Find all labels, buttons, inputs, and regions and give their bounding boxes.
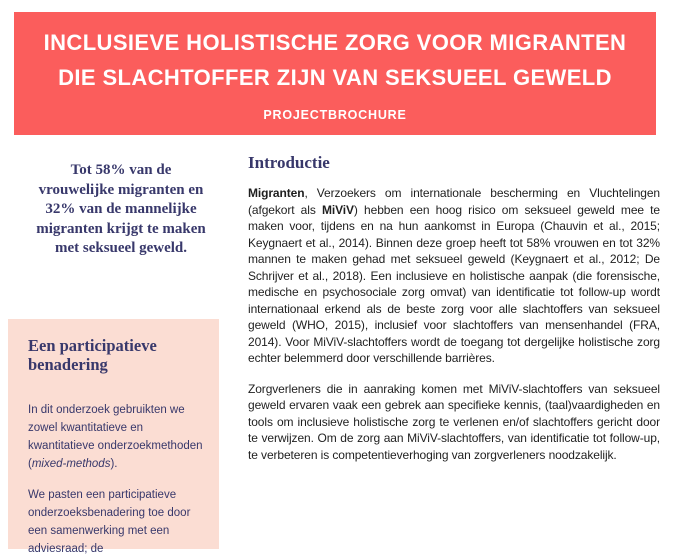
- main-column: [248, 152, 660, 477]
- brochure-title-line-2: DIE SLACHTOFFER ZIJN VAN SEKSUEEL GEWELD: [58, 65, 612, 90]
- brochure-title: [44, 25, 627, 95]
- approach-box-paragraph: We pasten een participatieve onderzoeksbenadering toe door een samenwerking met een adviesraad; de: [28, 489, 191, 555]
- brochure-title-line-1: INCLUSIEVE HOLISTISCHE ZORG VOOR MIGRANTEN: [43, 30, 627, 55]
- approach-box-heading: Een participatieve benadering: [28, 336, 157, 374]
- intro-paragraph: Migranten, Verzoekers om internationale bescherming en Vluchtelingen (afgekort als MiViV) hebben een hoog risico om seksueel geweld mee te maken voor, tijdens en na hun aankomst in Europa (Chauvin et al., 2015; Keygnaert et al., 2014). Binnen deze groep heeft tot 58% vrouwen en tot 32% mannen te maken gehad met seksueel geweld (Keygnaert et al., 2012; De Schrijver et al., 2018). Een inclusieve en holistische aanpak (die forensische, medische en psychosociale zorg omvat) van identificatie tot follow-up wordt internationaal erkend als de beste zorg voor alle slachtoffers van seksueel geweld (WHO, 2015), inclusief voor slachtoffers van mensenhandel (FRA, 2014). Voor MiViV-slachtoffers wordt de toegang tot dergelijke holistische zorg echter belemmerd door verschillende barrières.: [248, 186, 660, 365]
- brochure-subtitle: PROJECTBROCHURE: [263, 108, 407, 122]
- intro-paragraph: Zorgverleners die in aanraking komen met MiViV-slachtoffers van seksueel geweld ervaren vaak een gebrek aan specifieke kennis, (taal)vaardigheden en tools om inclusieve holistische zorg te verlenen en/of slachtoffers gericht door te verwijzen. Om de zorg aan MiViV-slachtoffers, van identificatie tot follow-up, te verbeteren is competentieverhoging van zorgverleners noodzakelijk.: [248, 381, 660, 462]
- intro-heading: Introductie: [248, 153, 330, 172]
- brochure-header-banner: [14, 12, 656, 135]
- participatory-approach-box: [8, 319, 219, 555]
- statistics-pull-quote: Tot 58% van de vrouwelijke migranten en 32% van de mannelijke migranten krijgt te maken met seksueel geweld.: [36, 162, 206, 256]
- approach-box-paragraph: In dit onderzoek gebruikten we zowel kwantitatieve en kwantitatieve onderzoekmethoden (mixed-methods).: [28, 404, 203, 470]
